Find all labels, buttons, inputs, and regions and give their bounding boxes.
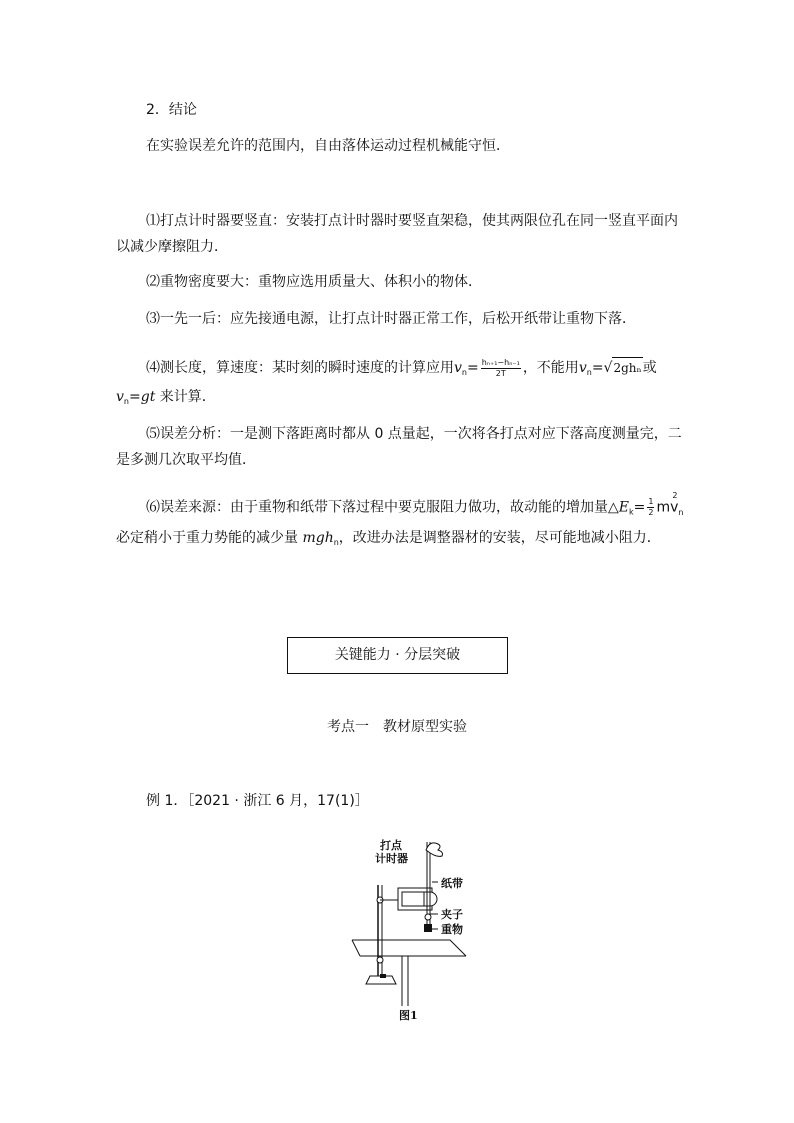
note-4-line1: ⑷测长度，算速度：某时刻的瞬时速度的计算应用$v_n=$ $\frac{\text{hₙ₊₁−hₙ₋₁}}{2T}$ ，不能用$v_n=√2gh_n$或 xyxy=(146,357,657,378)
note-5-line1: ⑸误差分析：一是测下落距离时都从 0 点量起，一次将各打点对应下落高度测量完，二 xyxy=(146,426,682,442)
example-label: 例 1．［2021 · 浙江 6 月，17(1)］ xyxy=(146,793,369,809)
figure-caption: 图1 xyxy=(399,1009,418,1022)
note-4-mid: ，不能用 xyxy=(522,360,579,376)
note-3: ⑶一先一后：应先接通电源，让打点计时器正常工作，后松开纸带让重物下落． xyxy=(146,311,636,327)
label-timer-1: 打点 xyxy=(380,839,402,852)
note-1-line1: ⑴打点计时器要竖直：安装打点计时器时要竖直架稳，使其两限位孔在同一竖直平面内 xyxy=(146,213,678,229)
conclusion-text: 在实验误差允许的范围内，自由落体运动过程机械能守恒． xyxy=(146,138,510,154)
note-6-line2: 必定稍小于重力势能的减少量 mgh$_n$，改进办法是调整器材的安装，尽可能地减小阻力． xyxy=(116,530,661,547)
topic-title: 考点一 教材原型实验 xyxy=(327,719,467,735)
label-timer-2: 计时器 xyxy=(375,852,408,865)
section-title-box xyxy=(287,637,508,674)
section-title: 关键能力 · 分层突破 xyxy=(334,647,461,663)
note-2: ⑵重物密度要大：重物应选用质量大、体积小的物体． xyxy=(146,274,482,290)
note-4-line2: $v_n=gt$ 来计算． xyxy=(116,389,216,406)
note-1-line2: 以减少摩擦阻力． xyxy=(116,239,228,255)
note-5-line2: 是多测几次取平均值． xyxy=(116,452,256,468)
apparatus-figure xyxy=(340,830,490,1026)
sqrt-formula: √2ghₙ xyxy=(604,357,643,378)
note-6-line1: ⑹误差来源：由于重物和纸带下落过程中要克服阻力做功，故动能的增加量$\triangle E_k=$ $\frac{1}{2}$ mv 2 $_n$ xyxy=(146,490,684,517)
note-4-prefix: ⑷测长度，算速度：某时刻的瞬时速度的计算应用 xyxy=(146,360,454,376)
label-weight: 重物 xyxy=(441,923,463,936)
section-heading: 2．结论 xyxy=(146,102,197,118)
label-tape: 纸带 xyxy=(441,877,463,890)
label-clip: 夹子 xyxy=(441,908,463,921)
velocity-fraction: $\frac{\text{hₙ₊₁−hₙ₋₁}}{2T}$ xyxy=(481,357,520,378)
